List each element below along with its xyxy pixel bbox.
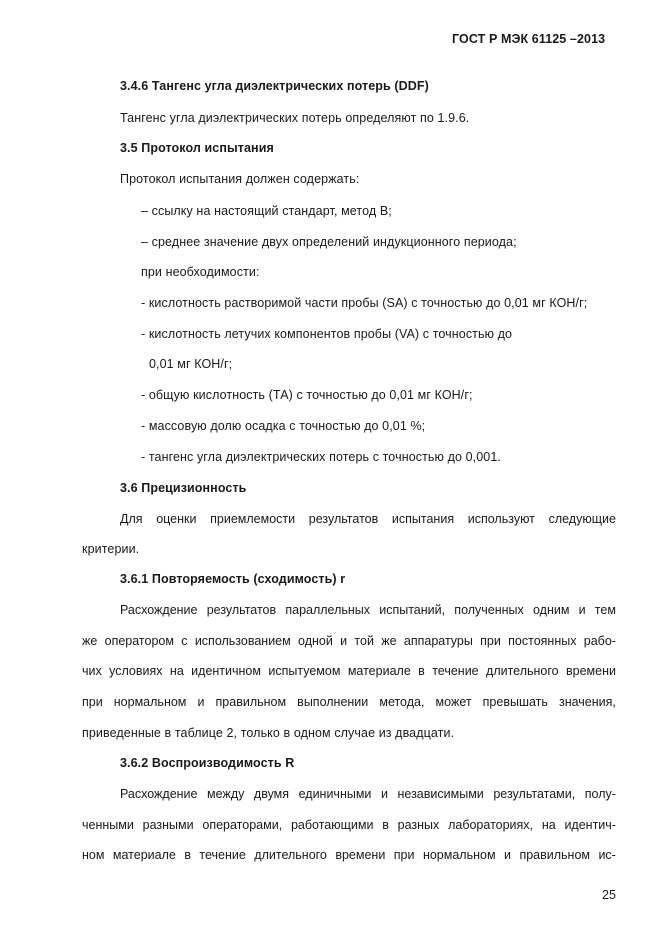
justified-word: времени [566,664,616,678]
justified-word: на [541,818,556,832]
section-3-6-2-line-2 [82,819,616,832]
justified-word: и [197,695,205,709]
justified-word: используют [467,512,535,526]
justified-word: и [380,787,388,801]
justified-word: параллельных [285,603,371,617]
section-3-6-2-line-3 [82,849,616,862]
section-3-6-line-2: критерии. [82,542,140,556]
justified-word: и [578,603,586,617]
justified-word: и [340,634,348,648]
section-3-5-option-1: - кислотность растворимой части пробы (SA) с точностью до 0,01 мг КОН/г; [141,296,588,310]
justified-word: же [82,634,98,648]
justified-word: работающими [290,818,374,832]
justified-word: результатов [308,512,379,526]
justified-word: полученных [454,603,524,617]
justified-word: независимыми [397,787,484,801]
section-3-5-item-1: – ссылку на настоящий стандарт, метод В; [141,204,392,218]
justified-word: чих [82,664,102,678]
justified-word: Расхождение [120,603,198,617]
section-3-6-2-heading: 3.6.2 Воспроизводимость R [120,756,295,770]
justified-word: той [354,634,374,648]
section-3-6-heading: 3.6 Прецизионность [120,481,247,495]
justified-word: течение [432,664,479,678]
justified-word: двумя [253,787,290,801]
justified-word: с [181,634,188,648]
justified-word: приемлемости [210,512,296,526]
justified-word: Расхождение [120,787,198,801]
section-3-6-1-heading: 3.6.1 Повторяемость (сходимость) r [120,572,346,586]
justified-word: ном [82,848,105,862]
justified-word: операторами, [202,818,283,832]
justified-word: в [184,848,191,862]
justified-word: Для [120,512,143,526]
justified-word: при [82,695,103,709]
justified-word: значения, [558,695,616,709]
section-3-6-1-line-4 [82,696,616,709]
justified-word: оператором [104,634,174,648]
section-3-5-item-2: – среднее значение двух определений индукционного периода; [141,235,517,249]
section-3-4-6-heading: 3.4.6 Тангенс угла диэлектрических потерь (DDF) [120,79,429,93]
section-3-5-option-4: - массовую долю осадка с точностью до 0,01 %; [141,419,426,433]
justified-word: на [169,664,184,678]
justified-word: нормальном [113,695,187,709]
justified-word: длительного [486,664,559,678]
justified-word: разными [142,818,194,832]
section-3-5-heading: 3.5 Протокол испытания [120,141,274,155]
justified-word: ис- [598,848,616,862]
justified-word: тем [594,603,616,617]
justified-word: испытаний, [379,603,446,617]
section-3-5-if-needed: при необходимости: [141,265,260,279]
section-3-6-1-line-2 [82,635,616,648]
justified-word: рабо- [583,634,616,648]
justified-word: аппаратуры [403,634,473,648]
justified-word: результатами, [493,787,576,801]
justified-word: метода, [379,695,425,709]
justified-word: лабораториях, [448,818,534,832]
justified-word: при [393,848,415,862]
justified-word: материале [112,848,176,862]
justified-word: испытуемом [268,664,341,678]
justified-word: правильном [215,695,287,709]
section-3-5-intro: Протокол испытания должен содержать: [120,172,360,186]
section-3-6-1-line-5: приведенные в таблице 2, только в одном случае из двадцати. [82,726,455,740]
justified-word: и [504,848,511,862]
section-3-5-option-3: - общую кислотность (ТА) с точностью до 0,01 мг КОН/г; [141,388,473,402]
justified-word: при [480,634,501,648]
justified-word: материале [347,664,411,678]
justified-word: превышать [482,695,548,709]
justified-word: может [435,695,472,709]
justified-word: использованием [194,634,291,648]
justified-word: выполнении [297,695,369,709]
justified-word: между [207,787,245,801]
section-3-5-option-5: - тангенс угла диэлектрических потерь с точностью до 0,001. [141,450,501,464]
justified-word: условиях [109,664,163,678]
justified-word: следующие [548,512,616,526]
justified-word: испытания [391,512,455,526]
justified-word: идентич- [564,818,616,832]
justified-word: течение [199,848,246,862]
justified-word: оценки [156,512,197,526]
justified-word: правильном [519,848,590,862]
justified-word: времени [335,848,386,862]
section-3-6-2-line-1 [120,788,616,801]
justified-word: ченными [82,818,134,832]
section-3-5-option-2a: - кислотность летучих компонентов пробы (VA) с точностью до [141,327,513,341]
justified-word: нормальном [422,848,496,862]
justified-word: полу- [584,787,616,801]
section-3-4-6-text: Тангенс угла диэлектрических потерь определяют по 1.9.6. [120,111,470,125]
section-3-6-1-line-1 [120,604,616,617]
justified-word: же [381,634,397,648]
justified-word: постоянных [508,634,577,648]
justified-word: в [382,818,389,832]
justified-word: длительного [254,848,327,862]
document-code-header: ГОСТ Р МЭК 61125 –2013 [452,32,606,46]
justified-word: результатов [206,603,277,617]
justified-word: разных [397,818,440,832]
justified-word: одной [298,634,333,648]
justified-word: идентичном [191,664,261,678]
section-3-5-option-2b: 0,01 мг КОН/г; [149,357,233,371]
justified-word: в [418,664,425,678]
page-number: 25 [602,888,617,902]
section-3-6-1-line-3 [82,665,616,678]
justified-word: единичными [298,787,372,801]
justified-word: одним [532,603,570,617]
section-3-6-line-1 [120,513,616,526]
